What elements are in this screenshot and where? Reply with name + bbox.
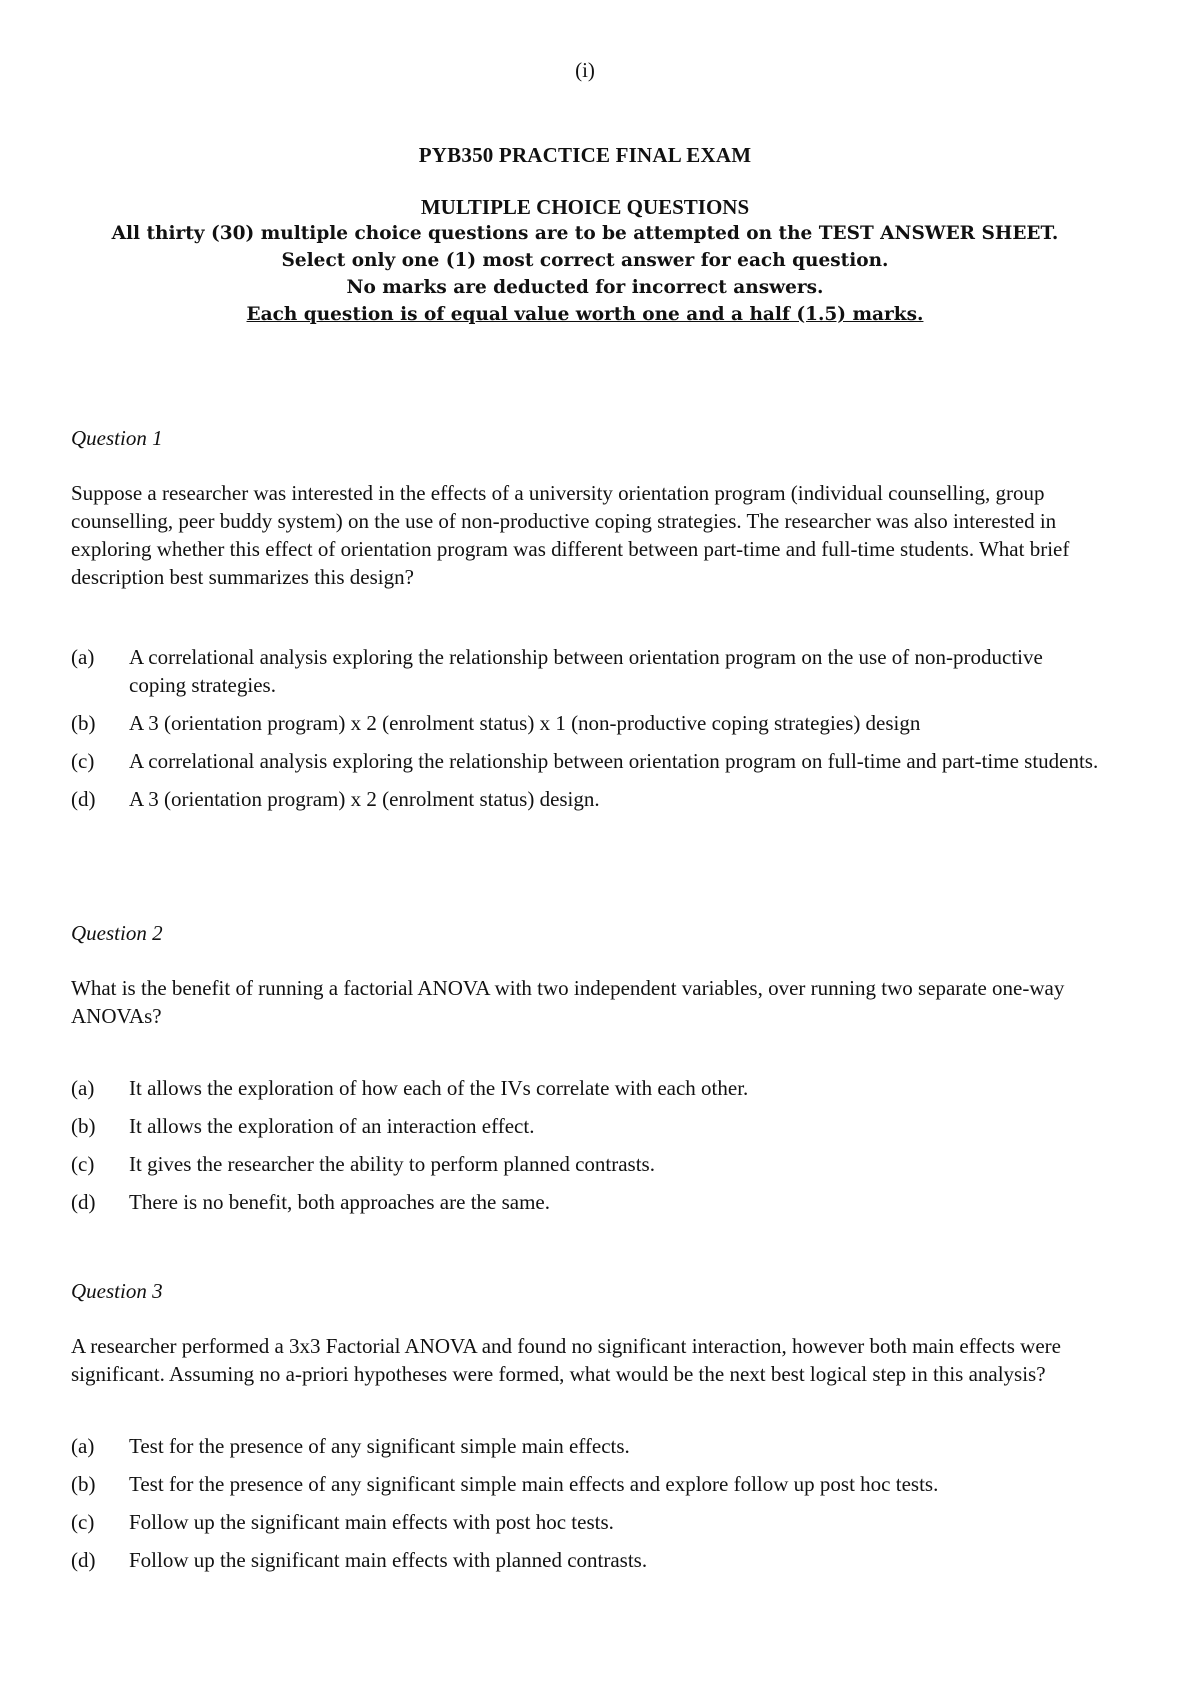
instruction-line: Select only one (1) most correct answer for each question. xyxy=(281,250,889,271)
option-item xyxy=(71,1432,1101,1460)
option-text: It gives the researcher the ability to perform planned contrasts. xyxy=(129,1152,655,1176)
option-text: Follow up the significant main effects with planned contrasts. xyxy=(129,1548,648,1572)
options-list xyxy=(71,1074,1101,1216)
option-letter: (a) xyxy=(71,1434,95,1458)
question-label: Question 2 xyxy=(71,921,163,945)
option-letter: (c) xyxy=(71,749,95,773)
option-item xyxy=(71,1074,1101,1102)
option-letter: (c) xyxy=(71,1152,95,1176)
instruction-line: No marks are deducted for incorrect answers. xyxy=(346,277,824,298)
option-item xyxy=(71,709,1101,737)
option-text: Test for the presence of any significant simple main effects. xyxy=(129,1434,630,1458)
option-item xyxy=(71,1188,1101,1216)
option-text: It allows the exploration of how each of the IVs correlate with each other. xyxy=(129,1076,749,1100)
option-item xyxy=(71,1470,1101,1498)
question-label: Question 1 xyxy=(71,426,163,450)
option-letter: (c) xyxy=(71,1510,95,1534)
option-letter: (d) xyxy=(71,1190,96,1214)
option-letter: (d) xyxy=(71,787,96,811)
option-text: There is no benefit, both approaches are the same. xyxy=(129,1190,550,1214)
exam-title: PYB350 PRACTICE FINAL EXAM xyxy=(418,143,752,167)
option-letter: (a) xyxy=(71,1076,95,1100)
question-stem: Suppose a researcher was interested in the effects of a university orientation program (individual counselling, group counselling, peer buddy system) on the use of non-productive coping strategies. The researcher was also interested in exploring whether this effect of orientation program was different between part-time and full-time students. What brief description best summarizes this design? xyxy=(71,481,1070,589)
option-text: A 3 (orientation program) x 2 (enrolment status) design. xyxy=(129,787,600,811)
option-letter: (a) xyxy=(71,645,95,669)
option-item xyxy=(71,785,1101,813)
option-item xyxy=(71,1508,1101,1536)
option-item xyxy=(71,1112,1101,1140)
option-letter: (b) xyxy=(71,711,96,735)
question-stem: What is the benefit of running a factorial ANOVA with two independent variables, over running two separate one-way ANOVAs? xyxy=(71,976,1065,1028)
exam-header xyxy=(0,143,1170,328)
question-block xyxy=(71,920,1101,1216)
option-text: Follow up the significant main effects with post hoc tests. xyxy=(129,1510,614,1534)
section-title: MULTIPLE CHOICE QUESTIONS xyxy=(420,195,750,219)
option-letter: (d) xyxy=(71,1548,96,1572)
option-item xyxy=(71,643,1101,699)
question-stem: A researcher performed a 3x3 Factorial ANOVA and found no significant interaction, however both main effects were significant. Assuming no a-priori hypotheses were formed, what would be the next best logical step in this analysis? xyxy=(71,1334,1061,1386)
option-text: A 3 (orientation program) x 2 (enrolment status) x 1 (non-productive coping strategies) design xyxy=(129,711,921,735)
options-list xyxy=(71,1432,1101,1574)
question-block xyxy=(71,425,1101,813)
option-letter: (b) xyxy=(71,1114,96,1138)
question-block xyxy=(71,1278,1101,1574)
option-letter: (b) xyxy=(71,1472,96,1496)
instruction-line: Each question is of equal value worth one and a half (1.5) marks. xyxy=(246,304,924,325)
option-item xyxy=(71,1546,1101,1574)
options-list xyxy=(71,643,1101,813)
page-number: (i) xyxy=(575,58,595,82)
option-item xyxy=(71,747,1101,775)
option-text: A correlational analysis exploring the relationship between orientation program on the use of non-productive coping strategies. xyxy=(129,645,1043,697)
option-text: A correlational analysis exploring the relationship between orientation program on full-time and part-time students. xyxy=(129,749,1099,773)
question-label: Question 3 xyxy=(71,1279,163,1303)
option-text: Test for the presence of any significant simple main effects and explore follow up post hoc tests. xyxy=(129,1472,939,1496)
option-text: It allows the exploration of an interaction effect. xyxy=(129,1114,535,1138)
instruction-line: All thirty (30) multiple choice questions are to be attempted on the TEST ANSWER SHEET. xyxy=(111,223,1059,244)
option-item xyxy=(71,1150,1101,1178)
